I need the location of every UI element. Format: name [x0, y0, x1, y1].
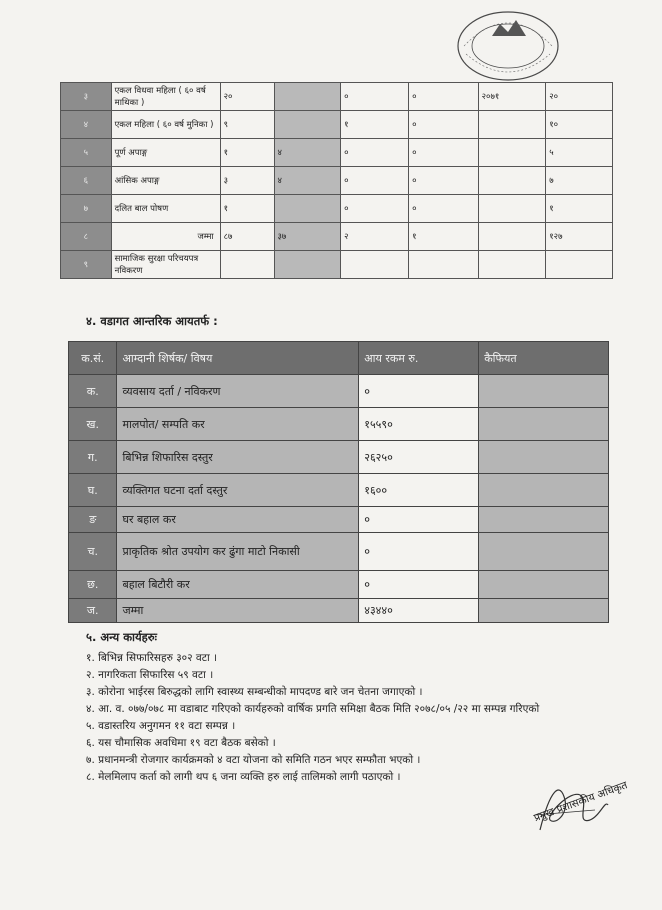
table-cell: ० — [409, 111, 479, 139]
income-amount: १६०० — [359, 474, 479, 507]
income-title: बहाल बिटौरी कर — [117, 571, 359, 599]
table-cell — [274, 251, 341, 279]
table-cell: ० — [341, 167, 409, 195]
table-row — [69, 408, 609, 441]
table-cell: १ — [220, 195, 274, 223]
table-cell: ४ — [274, 167, 341, 195]
table-row — [69, 507, 609, 533]
income-amount: ४३४४० — [359, 599, 479, 623]
table-cell: ४ — [274, 139, 341, 167]
row-label: पूर्ण अपाङ्ग — [111, 139, 220, 167]
table-cell: २ — [341, 223, 409, 251]
signatory-title: प्रमुख प्रशासकीय अधिकृत — [532, 779, 630, 825]
income-remarks — [479, 375, 609, 408]
row-serial: ३ — [61, 83, 112, 111]
table-cell: ० — [341, 195, 409, 223]
row-serial: ज. — [69, 599, 117, 623]
table-cell: १२७ — [546, 223, 613, 251]
table-cell — [478, 195, 546, 223]
table-cell: ० — [409, 167, 479, 195]
table-row — [69, 375, 609, 408]
row-serial: ६ — [61, 167, 112, 195]
table-cell — [409, 251, 479, 279]
activity-item: १. बिभिन्न सिफारिसहरु ३०२ वटा । — [86, 652, 218, 664]
table-cell: ० — [409, 139, 479, 167]
income-remarks — [479, 441, 609, 474]
section-5-heading: ५. अन्य कार्यहरुः — [86, 630, 157, 644]
row-label: आंसिक अपाङ्ग — [111, 167, 220, 195]
row-label: दलित बाल पोषण — [111, 195, 220, 223]
income-title: मालपोत/ सम्पति कर — [117, 408, 359, 441]
income-title: बिभिन्न शिफारिस दस्तुर — [117, 441, 359, 474]
activity-item: ५. वडास्तरिय अनुगमन ११ वटा सम्पन्न । — [86, 720, 236, 732]
table-row — [69, 474, 609, 507]
activity-item: ३. कोरोना भाईरस बिरुद्धको लागि स्वास्थ्य सम्बन्धीको मापदण्ड बारे जन चेतना जगाएको । — [86, 686, 423, 698]
income-title: जम्मा — [117, 599, 359, 623]
table-cell: २० — [546, 83, 613, 111]
table-cell: ८७ — [220, 223, 274, 251]
table-cell: १ — [409, 223, 479, 251]
income-amount: २६२५० — [359, 441, 479, 474]
income-remarks — [479, 599, 609, 623]
table-cell: ३ — [220, 167, 274, 195]
table-cell — [341, 251, 409, 279]
header-serial: क.सं. — [69, 342, 117, 375]
row-label: एकल महिला ( ६० वर्ष मुनिका ) — [111, 111, 220, 139]
table-cell — [274, 83, 341, 111]
row-serial: क. — [69, 375, 117, 408]
row-serial: ९ — [61, 251, 112, 279]
table-header-row — [69, 342, 609, 375]
internal-income-table-body — [69, 375, 609, 623]
table-row — [61, 195, 613, 223]
header-remarks: कैफियत — [479, 342, 609, 375]
income-amount: ० — [359, 375, 479, 408]
income-amount: ० — [359, 507, 479, 533]
activity-item: ८. मेलमिलाप कर्ता को लागी थप ६ जना व्यक्ति हरु लाई तालिमको लागी पठाएको । — [86, 771, 401, 783]
income-amount: १५५९० — [359, 408, 479, 441]
income-remarks — [479, 474, 609, 507]
income-amount: ० — [359, 533, 479, 571]
activity-item: ७. प्रधानमन्त्री रोजगार कार्यक्रमको ४ वटा योजना को समिति गठन भएर सम्फौता भएको । — [86, 754, 421, 766]
table-row — [69, 599, 609, 623]
internal-income-table — [68, 341, 609, 623]
row-serial: ७ — [61, 195, 112, 223]
activity-item: २. नागरिकता सिफारिस ५९ वटा । — [86, 669, 214, 681]
table-cell: ५ — [546, 139, 613, 167]
row-serial: च. — [69, 533, 117, 571]
table-cell: ३७ — [274, 223, 341, 251]
table-cell — [478, 251, 546, 279]
row-serial: घ. — [69, 474, 117, 507]
table-cell: ९ — [220, 111, 274, 139]
activity-item: ४. आ. व. ०७७/०७८ मा वडाबाट गरिएको कार्यहरुको वार्षिक प्रगति समिक्षा बैठक मिति २०७८/०५ /२२ मा सम्पन्न गरिएको — [86, 703, 540, 715]
income-remarks — [479, 533, 609, 571]
table-row — [61, 111, 613, 139]
table-row — [69, 533, 609, 571]
table-cell: १० — [546, 111, 613, 139]
table-row — [69, 571, 609, 599]
row-serial: ङ — [69, 507, 117, 533]
table-cell — [274, 111, 341, 139]
row-serial: ख. — [69, 408, 117, 441]
table-cell: २० — [220, 83, 274, 111]
activity-item: ६. यस चौमासिक अवधिमा १९ वटा बैठक बसेको । — [86, 737, 276, 749]
table-cell — [478, 223, 546, 251]
income-remarks — [479, 571, 609, 599]
row-serial: छ. — [69, 571, 117, 599]
income-remarks — [479, 408, 609, 441]
header-title: आम्दानी शिर्षक/ विषय — [117, 342, 359, 375]
row-serial: ४ — [61, 111, 112, 139]
row-serial: ५ — [61, 139, 112, 167]
income-title: प्राकृतिक श्रोत उपयोग कर ढुंगा माटो निकासी — [117, 533, 359, 571]
table-cell — [546, 251, 613, 279]
office-seal — [452, 6, 564, 86]
table-cell: १ — [220, 139, 274, 167]
row-serial: ८ — [61, 223, 112, 251]
social-security-table — [60, 82, 613, 279]
income-title: घर बहाल कर — [117, 507, 359, 533]
table-cell: २०७१ — [478, 83, 546, 111]
table-cell — [478, 167, 546, 195]
row-label: सामाजिक सुरक्षा परिचयपत्र नविकरण — [111, 251, 220, 279]
activities-list — [86, 650, 631, 786]
table-cell: ० — [409, 195, 479, 223]
table-cell: ० — [341, 83, 409, 111]
row-serial: ग. — [69, 441, 117, 474]
row-label: एकल विधवा महिला ( ६० वर्ष माथिका ) — [111, 83, 220, 111]
table-row — [61, 251, 613, 279]
table-cell — [478, 139, 546, 167]
income-amount: ० — [359, 571, 479, 599]
table-row — [61, 167, 613, 195]
table-row — [69, 441, 609, 474]
table-row — [61, 223, 613, 251]
table-row — [61, 139, 613, 167]
income-title: व्यक्तिगत घटना दर्ता दस्तुर — [117, 474, 359, 507]
header-amount: आय रकम रु. — [359, 342, 479, 375]
table-cell: ० — [409, 83, 479, 111]
table-cell: १ — [546, 195, 613, 223]
table-cell: ७ — [546, 167, 613, 195]
table-cell: ० — [341, 139, 409, 167]
table-cell — [274, 195, 341, 223]
table-cell — [478, 111, 546, 139]
income-remarks — [479, 507, 609, 533]
row-label: जम्मा — [111, 223, 220, 251]
table-row — [61, 83, 613, 111]
section-4-heading: ४. वडागत आन्तरिक आयतर्फ : — [86, 314, 218, 328]
income-title: व्यवसाय दर्ता / नविकरण — [117, 375, 359, 408]
table-cell: १ — [341, 111, 409, 139]
social-security-table-body — [61, 83, 613, 279]
table-cell — [220, 251, 274, 279]
